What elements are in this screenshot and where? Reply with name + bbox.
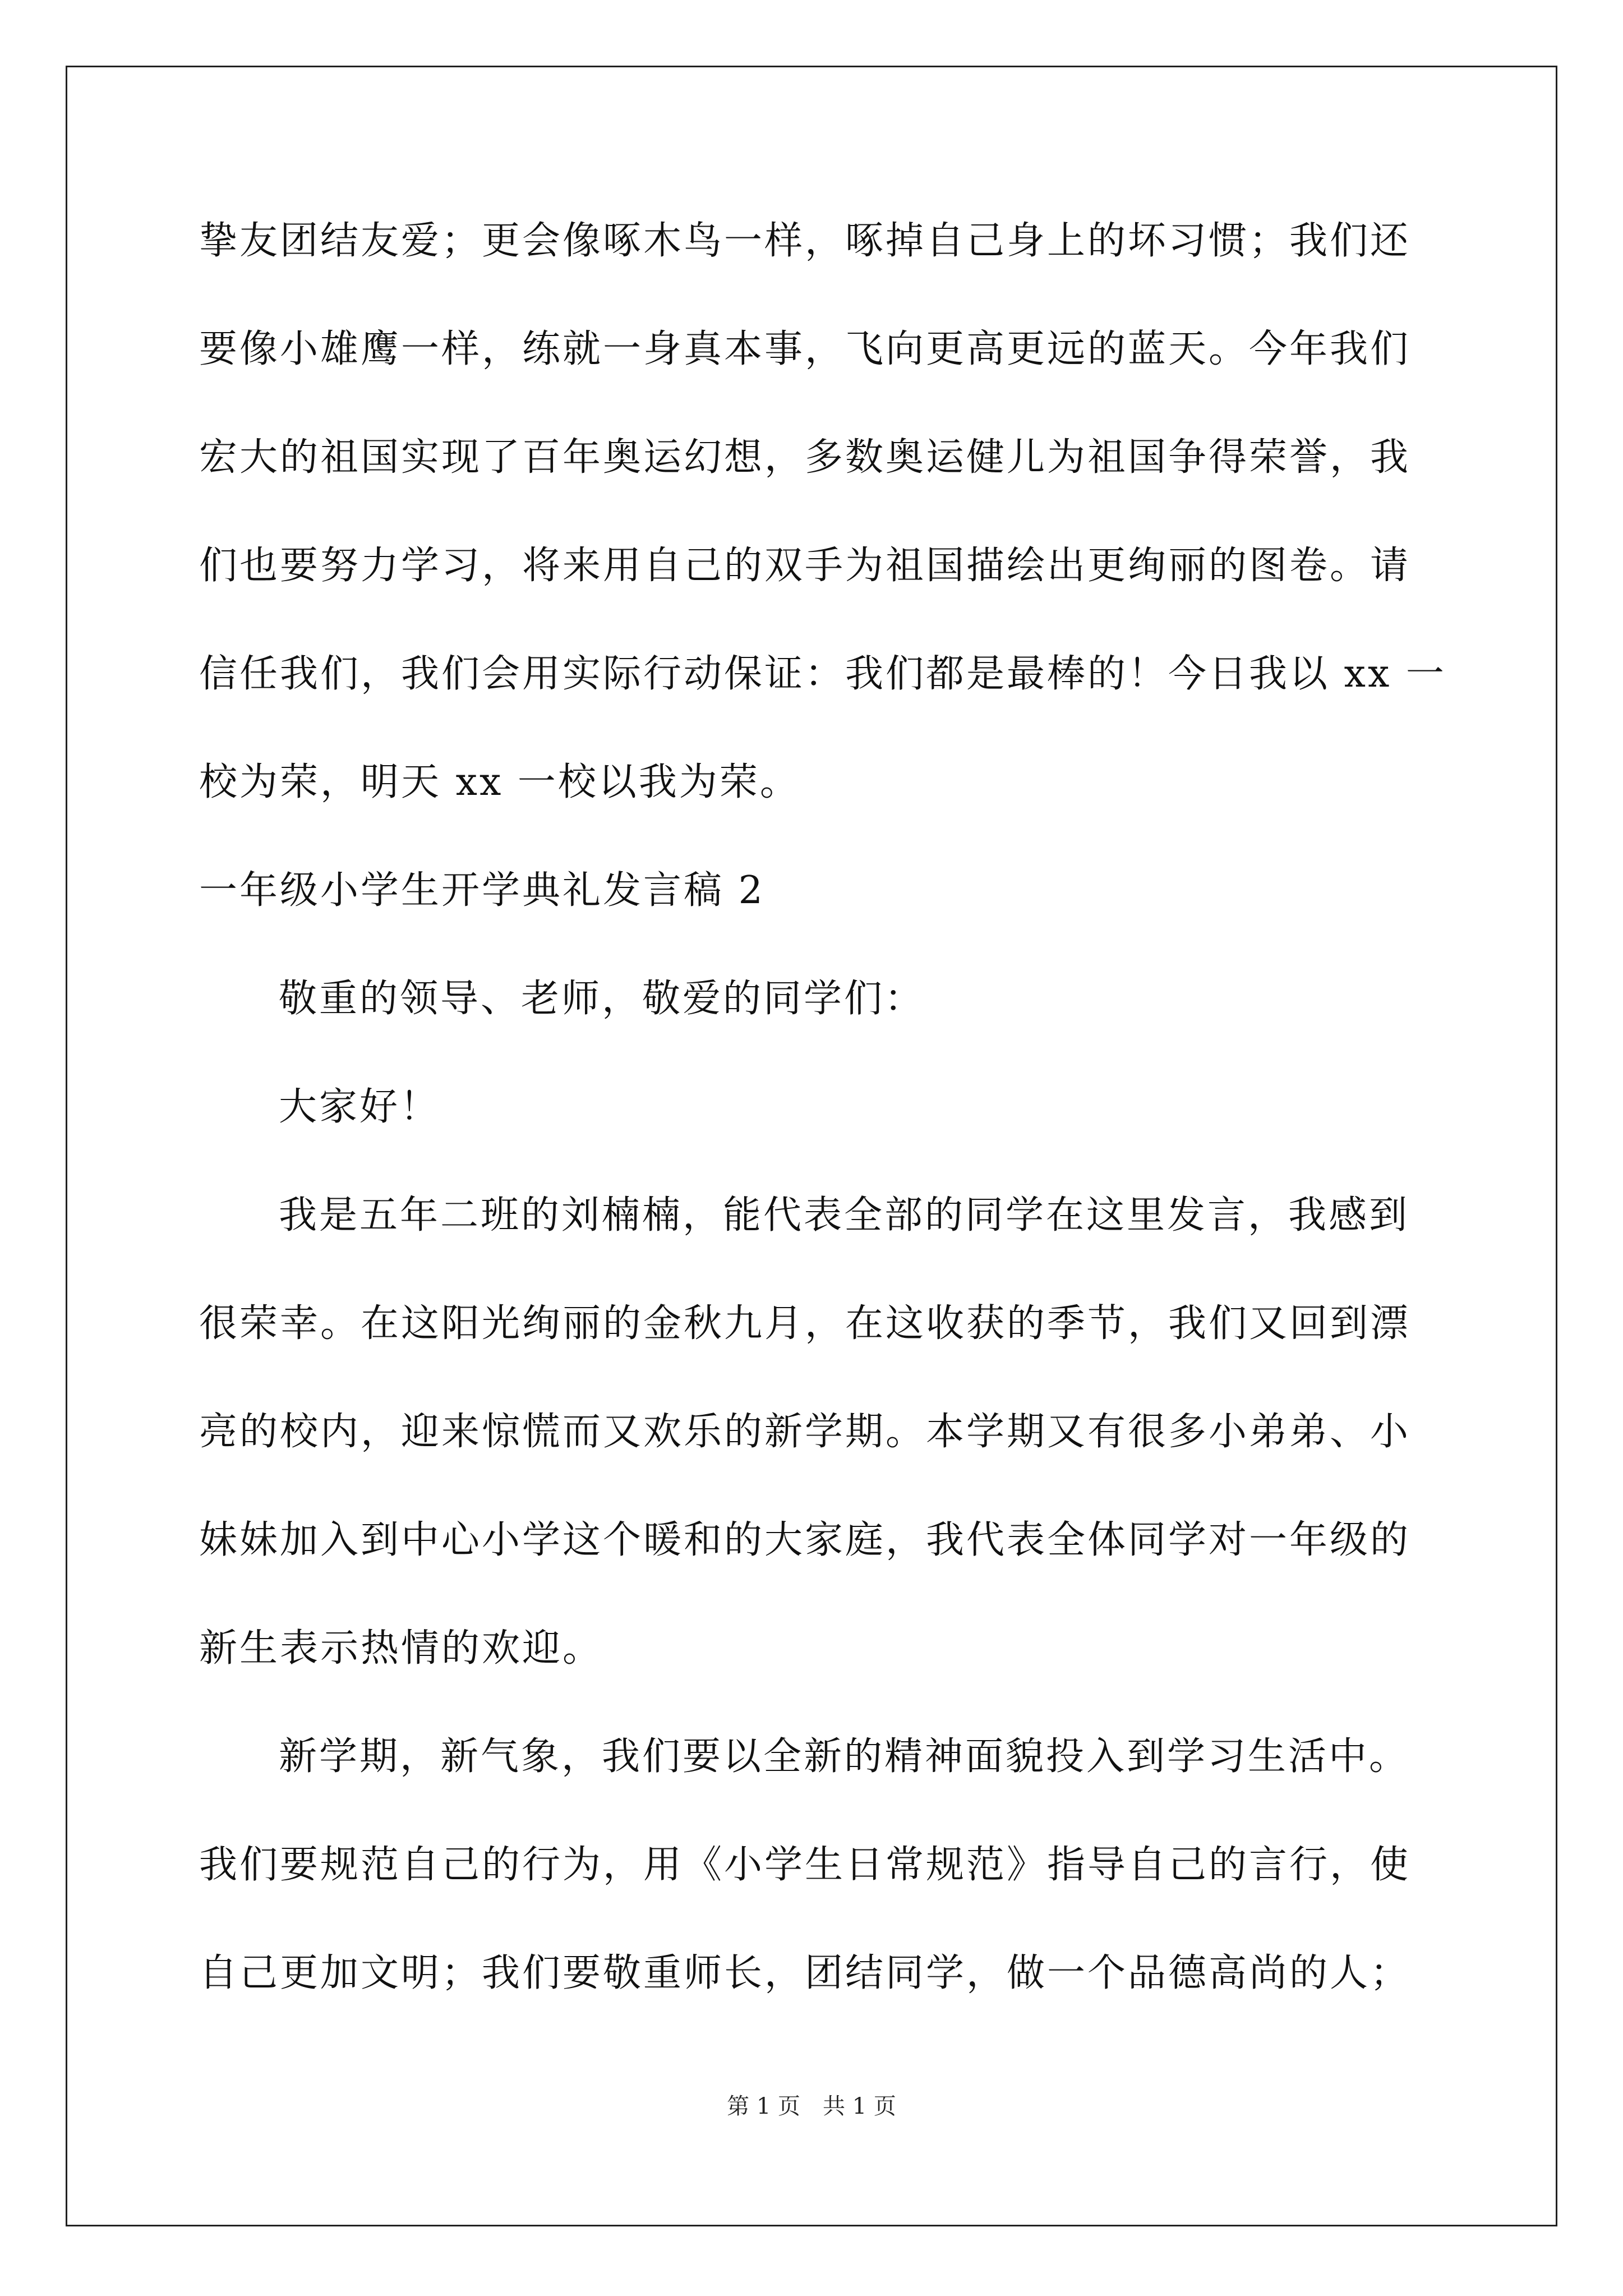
text-line: 新生表示热情的欢迎。 bbox=[199, 1626, 603, 1671]
text-line: 们也要努力学习，将来用自己的双手为祖国描绘出更绚丽的图卷。请 bbox=[199, 544, 1411, 588]
section-heading: 一年级小学生开学典礼发言稿 2 bbox=[199, 868, 765, 913]
text-line: 新学期，新气象，我们要以全新的精神面貌投入到学习生活中。 bbox=[279, 1734, 1410, 1779]
text-line: 亮的校内，迎来惊慌而又欢乐的新学期。本学期又有很多小弟弟、小 bbox=[199, 1410, 1411, 1454]
text-line: 挚友团结友爱；更会像啄木鸟一样，啄掉自己身上的坏习惯；我们还 bbox=[199, 219, 1411, 263]
text-line: 我是五年二班的刘楠楠，能代表全部的同学在这里发言，我感到 bbox=[279, 1193, 1410, 1237]
text-line: 自己更加文明；我们要敬重师长，团结同学，做一个品德高尚的人； bbox=[199, 1951, 1411, 1995]
document-body bbox=[199, 213, 1446, 2054]
text-line: 校为荣，明天 xx 一校以我为荣。 bbox=[199, 760, 800, 804]
text-line: 宏大的祖国实现了百年奥运幻想，多数奥运健儿为祖国争得荣誉，我 bbox=[199, 435, 1411, 480]
text-line: 信任我们，我们会用实际行动保证：我们都是最棒的！今日我以 xx 一 bbox=[199, 652, 1446, 696]
page-number: 第 1 页 共 1 页 bbox=[727, 2093, 896, 2119]
text-line: 很荣幸。在这阳光绚丽的金秋九月，在这收获的季节，我们又回到漂 bbox=[199, 1301, 1411, 1346]
text-line: 妹妹加入到中心小学这个暖和的大家庭，我代表全体同学对一年级的 bbox=[199, 1518, 1411, 1562]
text-line: 我们要规范自己的行为，用《小学生日常规范》指导自己的言行，使 bbox=[199, 1843, 1411, 1887]
salutation: 敬重的领导、老师，敬爱的同学们： bbox=[279, 977, 925, 1021]
greeting: 大家好！ bbox=[279, 1085, 441, 1129]
text-line: 要像小雄鹰一样，练就一身真本事，飞向更高更远的蓝天。今年我们 bbox=[199, 327, 1411, 371]
